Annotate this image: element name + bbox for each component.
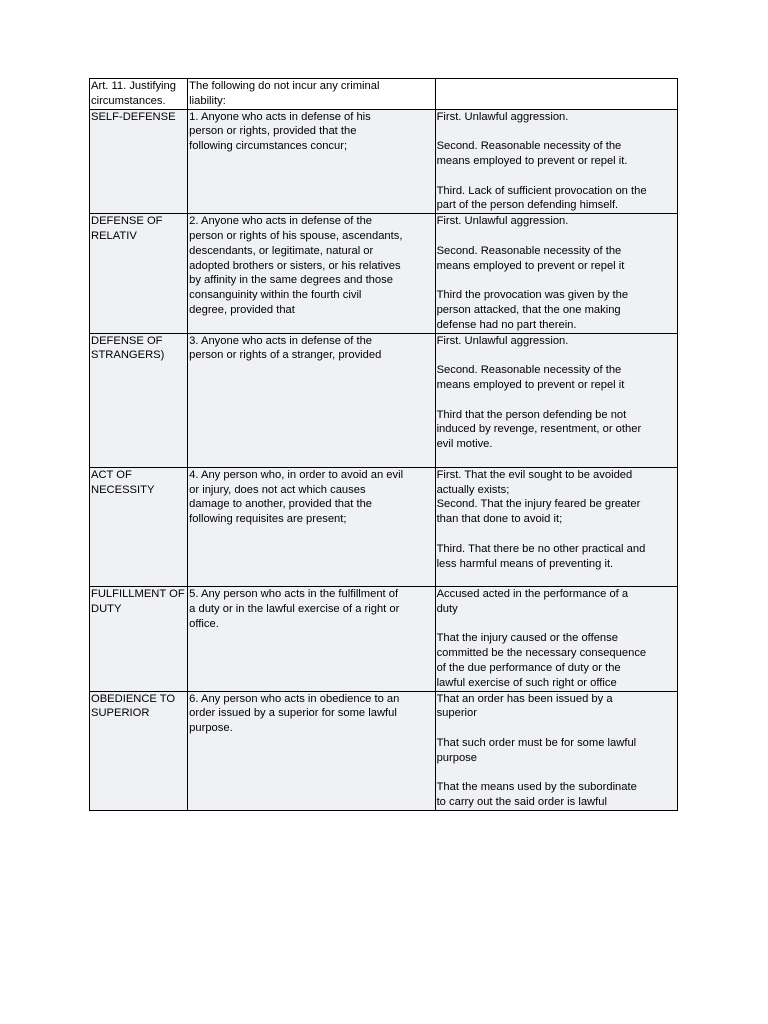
table-row (90, 79, 678, 110)
text-line (437, 393, 676, 408)
text-line: OBEDIENCE TO (91, 692, 176, 705)
text-line: office. (189, 617, 219, 630)
provision-cell (188, 214, 435, 333)
text-line: liability: (189, 94, 226, 107)
text-line: RELATIV (91, 229, 137, 242)
provision-cell (188, 109, 435, 214)
text-line: descendants, or legitimate, natural or (189, 244, 374, 257)
provision-cell (188, 467, 435, 586)
text-line: circumstances. (91, 94, 166, 107)
text-line (437, 273, 676, 288)
text-line: 6. Any person who acts in obedience to an (189, 692, 400, 705)
text-line: following requisites are present; (189, 513, 347, 526)
table-row (90, 467, 678, 586)
text-line: SUPERIOR (91, 707, 150, 720)
table-row (90, 214, 678, 333)
text-line: That an order has been issued by a (436, 692, 613, 705)
text-line: 1. Anyone who acts in defense of his (189, 110, 371, 123)
text-line: Third that the person defending be not (436, 408, 627, 421)
text-line: SELF-DEFENSE (91, 110, 176, 123)
text-line: consanguinity within the fourth civil (189, 289, 362, 302)
requisites-cell (435, 109, 677, 214)
requisites-cell (435, 214, 677, 333)
text-line: That such order must be for some lawful (436, 737, 637, 750)
text-line: 5. Any person who acts in the fulfillment of (189, 588, 399, 601)
text-line: First. Unlawful aggression. (436, 334, 569, 347)
text-line: Second. Reasonable necessity of the (436, 364, 622, 377)
text-line: superior (436, 707, 477, 720)
text-line (437, 348, 676, 363)
text-line: means employed to prevent or repel it. (436, 154, 628, 167)
text-line: Second. Reasonable necessity of the (436, 244, 622, 257)
text-line (437, 571, 676, 586)
circumstance-cell (90, 587, 188, 692)
text-line (437, 124, 676, 139)
text-line: purpose. (189, 722, 233, 735)
text-line: lawful exercise of such right or office (436, 676, 617, 689)
text-line: DEFENSE OF (91, 334, 163, 347)
text-line: adopted brothers or sisters, or his relatives (189, 259, 401, 272)
text-line: to carry out the said order is lawful (436, 796, 607, 809)
text-line: First. Unlawful aggression. (436, 215, 569, 228)
text-line (437, 452, 676, 467)
text-line: FULFILLMENT OF (91, 588, 185, 601)
text-line: NECESSITY (91, 483, 155, 496)
requisites-cell (435, 79, 677, 110)
text-line: person or rights of his spouse, ascendants, (189, 229, 403, 242)
provision-cell (188, 79, 435, 110)
text-line: That the injury caused or the offense (436, 632, 618, 645)
text-line: means employed to prevent or repel it (436, 378, 625, 391)
requisites-cell (435, 333, 677, 467)
text-line: defense had no part therein. (436, 318, 577, 331)
text-line (437, 527, 676, 542)
table-row (90, 333, 678, 467)
text-line: DEFENSE OF (91, 215, 163, 228)
text-line: person or rights, provided that the (189, 125, 357, 138)
circumstance-cell (90, 214, 188, 333)
provision-cell (188, 587, 435, 692)
text-line: Art. 11. Justifying (91, 80, 176, 92)
text-line (437, 766, 676, 781)
text-line (437, 169, 676, 184)
text-line: means employed to prevent or repel it (436, 259, 625, 272)
requisites-cell (435, 467, 677, 586)
circumstance-cell (90, 333, 188, 467)
text-line: Second. That the injury feared be greater (436, 498, 641, 511)
text-line: That the means used by the subordinate (436, 781, 637, 794)
justifying-circumstances-table (89, 78, 678, 811)
text-line: 2. Anyone who acts in defense of the (189, 215, 373, 228)
provision-cell (188, 691, 435, 810)
text-line: Third. That there be no other practical and (436, 542, 646, 555)
text-line: part of the person defending himself. (436, 199, 619, 212)
text-line: actually exists; (436, 483, 510, 496)
text-line: damage to another, provided that the (189, 498, 373, 511)
text-line: 3. Anyone who acts in defense of the (189, 334, 373, 347)
text-line: less harmful means of preventing it. (436, 557, 614, 570)
text-line: degree, provided that (189, 303, 295, 316)
circumstance-cell (90, 79, 188, 110)
text-line: induced by revenge, resentment, or other (436, 423, 642, 436)
table-body (90, 79, 678, 811)
text-line (437, 617, 676, 632)
text-line: Accused acted in the performance of a (436, 588, 629, 601)
table-row (90, 109, 678, 214)
circumstance-cell (90, 467, 188, 586)
text-line: than that done to avoid it; (436, 513, 563, 526)
table-row (90, 691, 678, 810)
text-line: Third the provocation was given by the (436, 289, 629, 302)
table-row (90, 587, 678, 692)
text-line: DUTY (91, 602, 122, 615)
text-line: 4. Any person who, in order to avoid an evil (189, 468, 404, 481)
circumstance-cell (90, 109, 188, 214)
text-line: STRANGERS) (91, 349, 165, 362)
text-line (437, 721, 676, 736)
text-line: evil motive. (436, 438, 493, 451)
text-line: person attacked, that the one making (436, 303, 621, 316)
text-line: duty (436, 602, 458, 615)
text-line: First. That the evil sought to be avoided (436, 468, 633, 481)
circumstance-cell (90, 691, 188, 810)
provision-cell (188, 333, 435, 467)
text-line: Third. Lack of sufficient provocation on the (436, 184, 647, 197)
text-line: order issued by a superior for some lawful (189, 707, 397, 720)
text-line: by affinity in the same degrees and those (189, 274, 393, 287)
text-line: committed be the necessary consequence (436, 647, 647, 660)
text-line: purpose (436, 751, 477, 764)
requisites-cell (435, 587, 677, 692)
text-line: ACT OF (91, 468, 132, 481)
text-line: The following do not incur any criminal (189, 80, 380, 92)
requisites-cell (435, 691, 677, 810)
text-line (437, 229, 676, 244)
text-line: person or rights of a stranger, provided (189, 349, 382, 362)
text-line: of the due performance of duty or the (436, 662, 621, 675)
text-line: First. Unlawful aggression. (436, 110, 569, 123)
text-line: Second. Reasonable necessity of the (436, 140, 622, 153)
text-line: a duty or in the lawful exercise of a right or (189, 602, 400, 615)
text-line: or injury, does not act which causes (189, 483, 366, 496)
text-line: following circumstances concur; (189, 140, 348, 153)
